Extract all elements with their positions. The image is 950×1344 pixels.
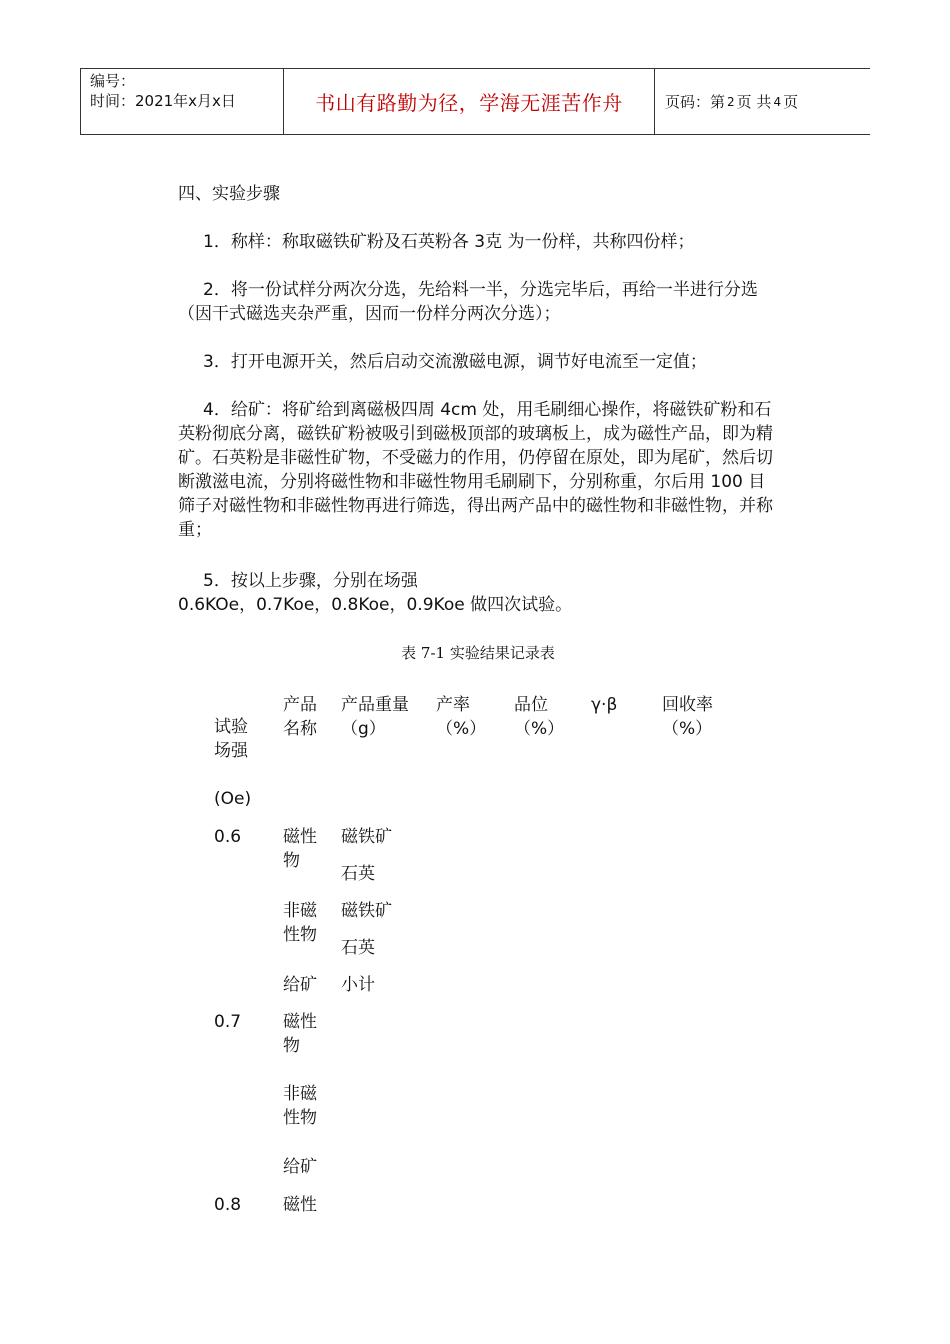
field-value-0-7: 0.7 <box>214 1012 242 1032</box>
header-product-name: 产品名称 <box>283 695 317 739</box>
step-3: 3．打开电源开关，然后启动交流激磁电源，调节好电流至一定值； <box>203 352 707 372</box>
weight-subtotal: 小计 <box>341 975 375 995</box>
step-4: 4．给矿：将矿给到离磁极四周 4cm 处，用毛刷细心操作，将磁铁矿粉和石英粉彻底分离，磁铁矿粉被吸引到磁极顶部的玻璃板上，成为磁性产品，即为精矿。石英粉是非磁性矿物，不受磁力的作用，仍停留在原处，即为尾矿，然后切断激滋电流，分别将磁性物和非磁性物用毛刷刷下，分别称重，尔后用 100 目筛子对磁性物和非磁性物再进行筛选，得出两产品中的磁性物和非磁性物，并称重； <box>178 400 773 540</box>
header-product-weight: 产品重量（g） <box>341 695 409 739</box>
product-magnetic: 磁性 <box>283 1195 317 1215</box>
weight-magnetite: 磁铁矿 <box>341 901 392 921</box>
product-feed: 给矿 <box>283 975 317 995</box>
section-heading: 四、实验步骤 <box>178 184 280 204</box>
weight-magnetite: 磁铁矿 <box>341 827 392 847</box>
header-field-strength: 试验场强 <box>214 717 248 761</box>
header-motto: 书山有路勤为径，学海无涯苦作舟 <box>283 69 655 134</box>
field-value-0-8: 0.8 <box>214 1195 242 1215</box>
step-5-continued: 0.6KOe，0.7Koe，0.8Koe，0.9Koe 做四次试验。 <box>178 595 573 615</box>
product-non-magnetic: 非磁性物 <box>283 1084 317 1128</box>
product-magnetic: 磁性物 <box>283 1012 317 1056</box>
document-number-label: 编号： <box>90 72 136 90</box>
header-gamma-beta: γ·β <box>591 695 618 715</box>
product-non-magnetic: 非磁性物 <box>283 901 317 945</box>
header-recovery: 回收率（%） <box>662 695 713 739</box>
field-value-0-6: 0.6 <box>214 827 242 847</box>
page-middle: 页 共 <box>736 93 772 111</box>
page-total: 4 <box>773 94 782 109</box>
product-feed: 给矿 <box>283 1157 317 1177</box>
step-1: 1．称样：称取磁铁矿粉及石英粉各 3克 为一份样，共称四份样； <box>203 232 695 252</box>
header-yield: 产率（%） <box>436 695 487 739</box>
page-indicator <box>655 69 870 134</box>
table-caption: 表 7-1 实验结果记录表 <box>401 644 555 662</box>
header-field-unit: (Oe) <box>214 789 252 809</box>
page-header <box>80 68 870 135</box>
header-grade: 品位（%） <box>514 695 565 739</box>
step-5: 5．按以上步骤，分别在场强 <box>203 571 418 591</box>
page-current: 2 <box>727 94 735 109</box>
document-time-label: 时间：2021年x月x日 <box>90 92 236 110</box>
header-left-cell <box>81 69 283 134</box>
page-prefix: 页码：第 <box>665 93 726 111</box>
step-2: 2．将一份试样分两次分选，先给料一半，分选完毕后，再给一半进行分选（因干式磁选夹杂严重，因而一份样分两次分选）； <box>178 280 758 324</box>
product-magnetic: 磁性物 <box>283 827 317 871</box>
weight-quartz: 石英 <box>341 938 375 958</box>
weight-quartz: 石英 <box>341 864 375 884</box>
page-suffix: 页 <box>783 93 799 111</box>
